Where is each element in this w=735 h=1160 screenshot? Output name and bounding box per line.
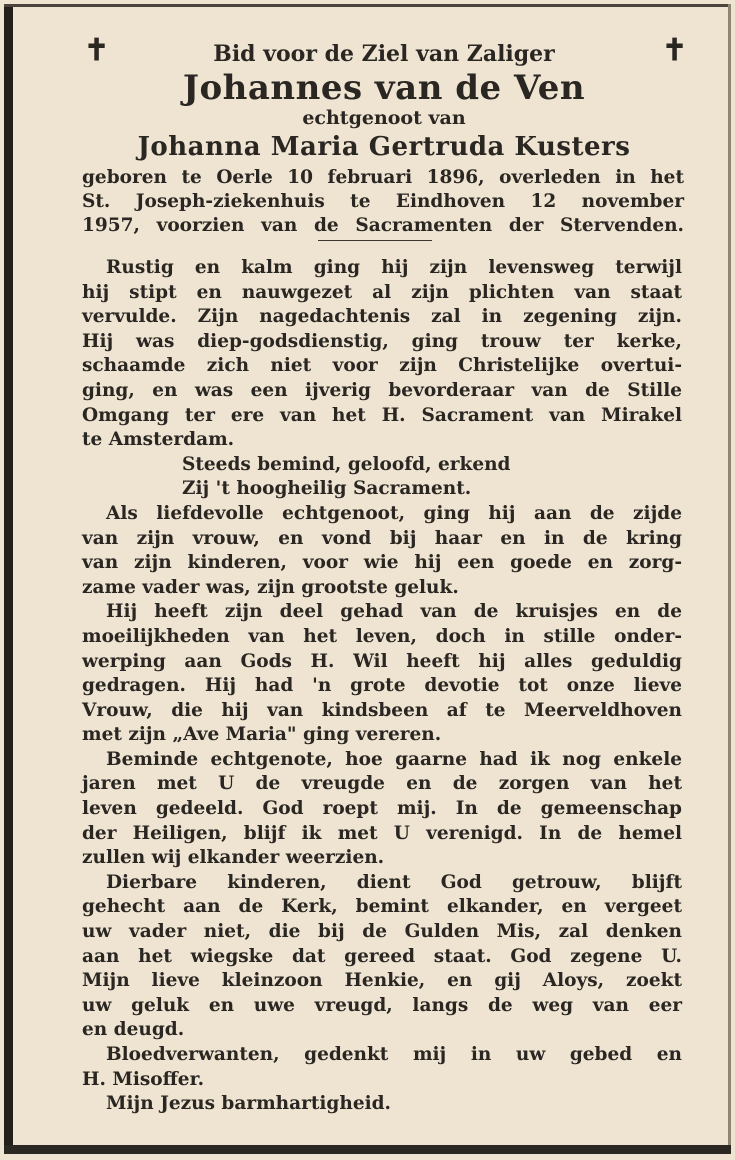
intro-line: St. Joseph-ziekenhuis te Eindhoven 12 november bbox=[82, 191, 684, 212]
text-line: jaren met U de vreugde en de zorgen van het bbox=[82, 773, 682, 795]
verse-line: Steeds bemind, geloofd, erkend bbox=[182, 453, 511, 475]
card-edge-left bbox=[4, 4, 13, 1152]
spouse-name: Johanna Maria Gertruda Kusters bbox=[137, 132, 631, 162]
text-line: Dierbare kinderen, dient God getrouw, blijft bbox=[106, 871, 682, 893]
text-line: gehecht aan de Kerk, bemint elkander, en vergeet bbox=[82, 896, 682, 918]
text-line: Vrouw, die hij van kindsbeen af te Meerveldhoven bbox=[82, 699, 682, 721]
divider bbox=[318, 240, 432, 241]
intro-line: geboren te Oerle 10 februari 1896, overleden in het bbox=[82, 167, 684, 188]
text-line: H. Misoffer. bbox=[82, 1068, 205, 1090]
prayer-heading: Bid voor de Ziel van Zaliger bbox=[213, 41, 555, 67]
text-line: schaamde zich niet voor zijn Christelijke overtui- bbox=[82, 355, 682, 377]
text-line: zame vader was, zijn grootste geluk. bbox=[82, 576, 459, 598]
text-line: leven gedeeld. God roept mij. In de gemeenschap bbox=[82, 798, 682, 820]
text-line: aan het wiegske dat gereed staat. God zegene U. bbox=[82, 945, 682, 967]
text-line: en deugd. bbox=[82, 1019, 185, 1041]
closing-line: Mijn Jezus barmhartigheid. bbox=[106, 1093, 391, 1115]
text-line: vervulde. Zijn nagedachtenis zal in zegening zijn. bbox=[82, 306, 682, 328]
text-line: der Heiligen, blijf ik met U verenigd. In de hemel bbox=[82, 822, 682, 844]
text-line: Bloedverwanten, gedenkt mij in uw gebed en bbox=[106, 1044, 682, 1065]
text-line: werping aan Gods H. Wil heeft hij alles geduldig bbox=[82, 650, 682, 672]
text-line: moeilijkheden van het leven, doch in stille onder- bbox=[82, 625, 682, 647]
text-line: van zijn kinderen, voor wie hij een goede en zorg- bbox=[82, 552, 682, 574]
spouse-intro: echtgenoot van bbox=[302, 107, 466, 129]
text-line: Beminde echtgenote, hoe gaarne had ik nog enkele bbox=[106, 748, 682, 770]
text-line: te Amsterdam. bbox=[82, 429, 235, 451]
deceased-name: Johannes van de Ven bbox=[182, 68, 586, 108]
text-line: zullen wij elkander weerzien. bbox=[82, 847, 385, 869]
cross-icon-right: ✝ bbox=[662, 33, 688, 68]
verse-line: Zij 't hoogheilig Sacrament. bbox=[182, 478, 472, 500]
text-line: met zijn „Ave Maria" ging vereren. bbox=[82, 724, 442, 746]
card-edge-bottom bbox=[4, 1145, 731, 1154]
intro-line: 1957, voorzien van de Sacramenten der Stervenden. bbox=[82, 215, 684, 236]
text-line: uw geluk en uwe vreugd, langs de weg van eer bbox=[82, 994, 682, 1016]
card-edge-right bbox=[728, 4, 731, 1154]
text-line: van zijn vrouw, en vond bij haar en in de kring bbox=[82, 527, 682, 549]
text-line: hij stipt en nauwgezet al zijn plichten van staat bbox=[82, 281, 682, 303]
text-line: uw vader niet, die bij de Gulden Mis, zal denken bbox=[82, 921, 682, 943]
text-line: Mijn lieve kleinzoon Henkie, en gij Aloys, zoekt bbox=[82, 970, 682, 992]
text-line: Hij heeft zijn deel gehad van de kruisjes en de bbox=[106, 601, 682, 623]
text-line: Omgang ter ere van het H. Sacrament van Mirakel bbox=[82, 404, 682, 426]
text-line: Hij was diep-godsdienstig, ging trouw ter kerke, bbox=[82, 330, 682, 352]
biography-intro bbox=[82, 166, 684, 238]
text-line: Rustig en kalm ging hij zijn levensweg terwijl bbox=[106, 257, 682, 278]
text-line: Als liefdevolle echtgenoot, ging hij aan de zijde bbox=[106, 502, 682, 524]
text-line: ging, en was een ijverig bevorderaar van de Stille bbox=[82, 379, 682, 401]
card-edge-top bbox=[4, 4, 731, 7]
memorial-text bbox=[82, 256, 682, 1117]
text-line: gedragen. Hij had 'n grote devotie tot onze lieve bbox=[82, 675, 682, 697]
cross-icon-left: ✝ bbox=[84, 33, 110, 68]
